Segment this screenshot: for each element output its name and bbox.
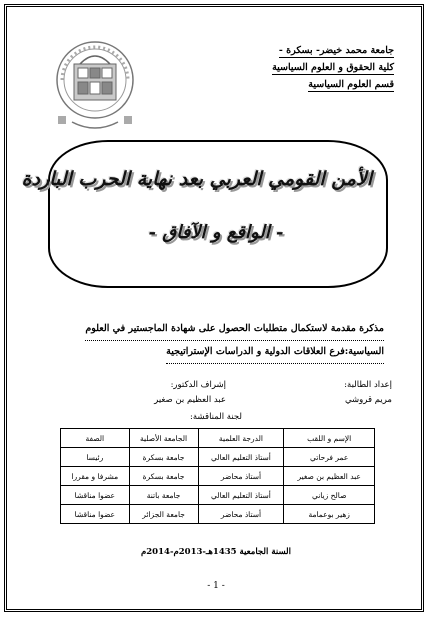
institution-header <box>184 42 394 93</box>
committee-label: لجنة المناقشة: <box>190 412 242 422</box>
header-cell: الدرجة العلمية <box>198 429 284 448</box>
member-role: مشرفا و مقررا <box>61 467 130 486</box>
member-rank: أستاذ التعليم العالي <box>198 448 284 467</box>
page-number: - 1 - <box>207 581 225 591</box>
supervised-by <box>116 378 226 408</box>
university-logo-icon <box>50 30 140 138</box>
thesis-description <box>44 318 384 364</box>
department-name: قسم العلوم السياسية <box>308 79 394 90</box>
member-university: جامعة باتنة <box>129 486 198 505</box>
title-frame <box>21 140 388 288</box>
prepared-by-label: إعداد الطالبة: <box>344 380 392 390</box>
table-header-row <box>61 429 375 448</box>
thesis-description-line1: مذكرة مقدمة لاستكمال متطلبات الحصول على شهادة الماجستير في العلوم <box>85 318 384 341</box>
header-cell: الجامعة الأصلية <box>129 429 198 448</box>
university-name: جامعة محمد خيضر- بسكرة - <box>278 45 394 56</box>
thesis-description-line2: السياسية:فرع العلاقات الدولية و الدراسات الإستراتيجية <box>166 341 384 364</box>
member-name: زهير بوعمامة <box>284 505 375 524</box>
member-name: عبد العظيم بن صغير <box>284 467 375 486</box>
member-role: رئيسا <box>61 448 130 467</box>
table-row <box>61 486 375 505</box>
member-rank: أستاذ محاضر <box>198 467 284 486</box>
committee-table <box>60 428 375 524</box>
supervisor-name: عبد العظيم بن صغير <box>154 395 226 405</box>
member-university: جامعة بسكرة <box>129 448 198 467</box>
member-name: صالح زياني <box>284 486 375 505</box>
thesis-title: الأمن القومي العربي بعد نهاية الحرب الباردة <box>21 168 372 190</box>
member-name: عمر فرحاتي <box>284 448 375 467</box>
member-rank: أستاذ التعليم العالي <box>198 486 284 505</box>
supervisor-label: إشراف الدكتور: <box>170 380 226 390</box>
faculty-name: كلية الحقوق و العلوم السياسية <box>272 62 394 73</box>
header-cell: الإسم و اللقب <box>284 429 375 448</box>
academic-year: السنة الجامعية 1435هـ-2013م-2014م <box>141 547 291 557</box>
member-role: عضوا مناقشا <box>61 505 130 524</box>
thesis-subtitle: - الواقع و الآفاق - <box>148 222 284 243</box>
member-role: عضوا مناقشا <box>61 486 130 505</box>
prepared-by <box>344 378 392 408</box>
member-university: جامعة بسكرة <box>129 467 198 486</box>
student-name: مريم قروشي <box>344 395 392 405</box>
member-rank: أستاذ محاضر <box>198 505 284 524</box>
table-row <box>61 448 375 467</box>
table-row <box>61 467 375 486</box>
table-row <box>61 505 375 524</box>
member-university: جامعة الجزائر <box>129 505 198 524</box>
header-cell: الصفة <box>61 429 130 448</box>
